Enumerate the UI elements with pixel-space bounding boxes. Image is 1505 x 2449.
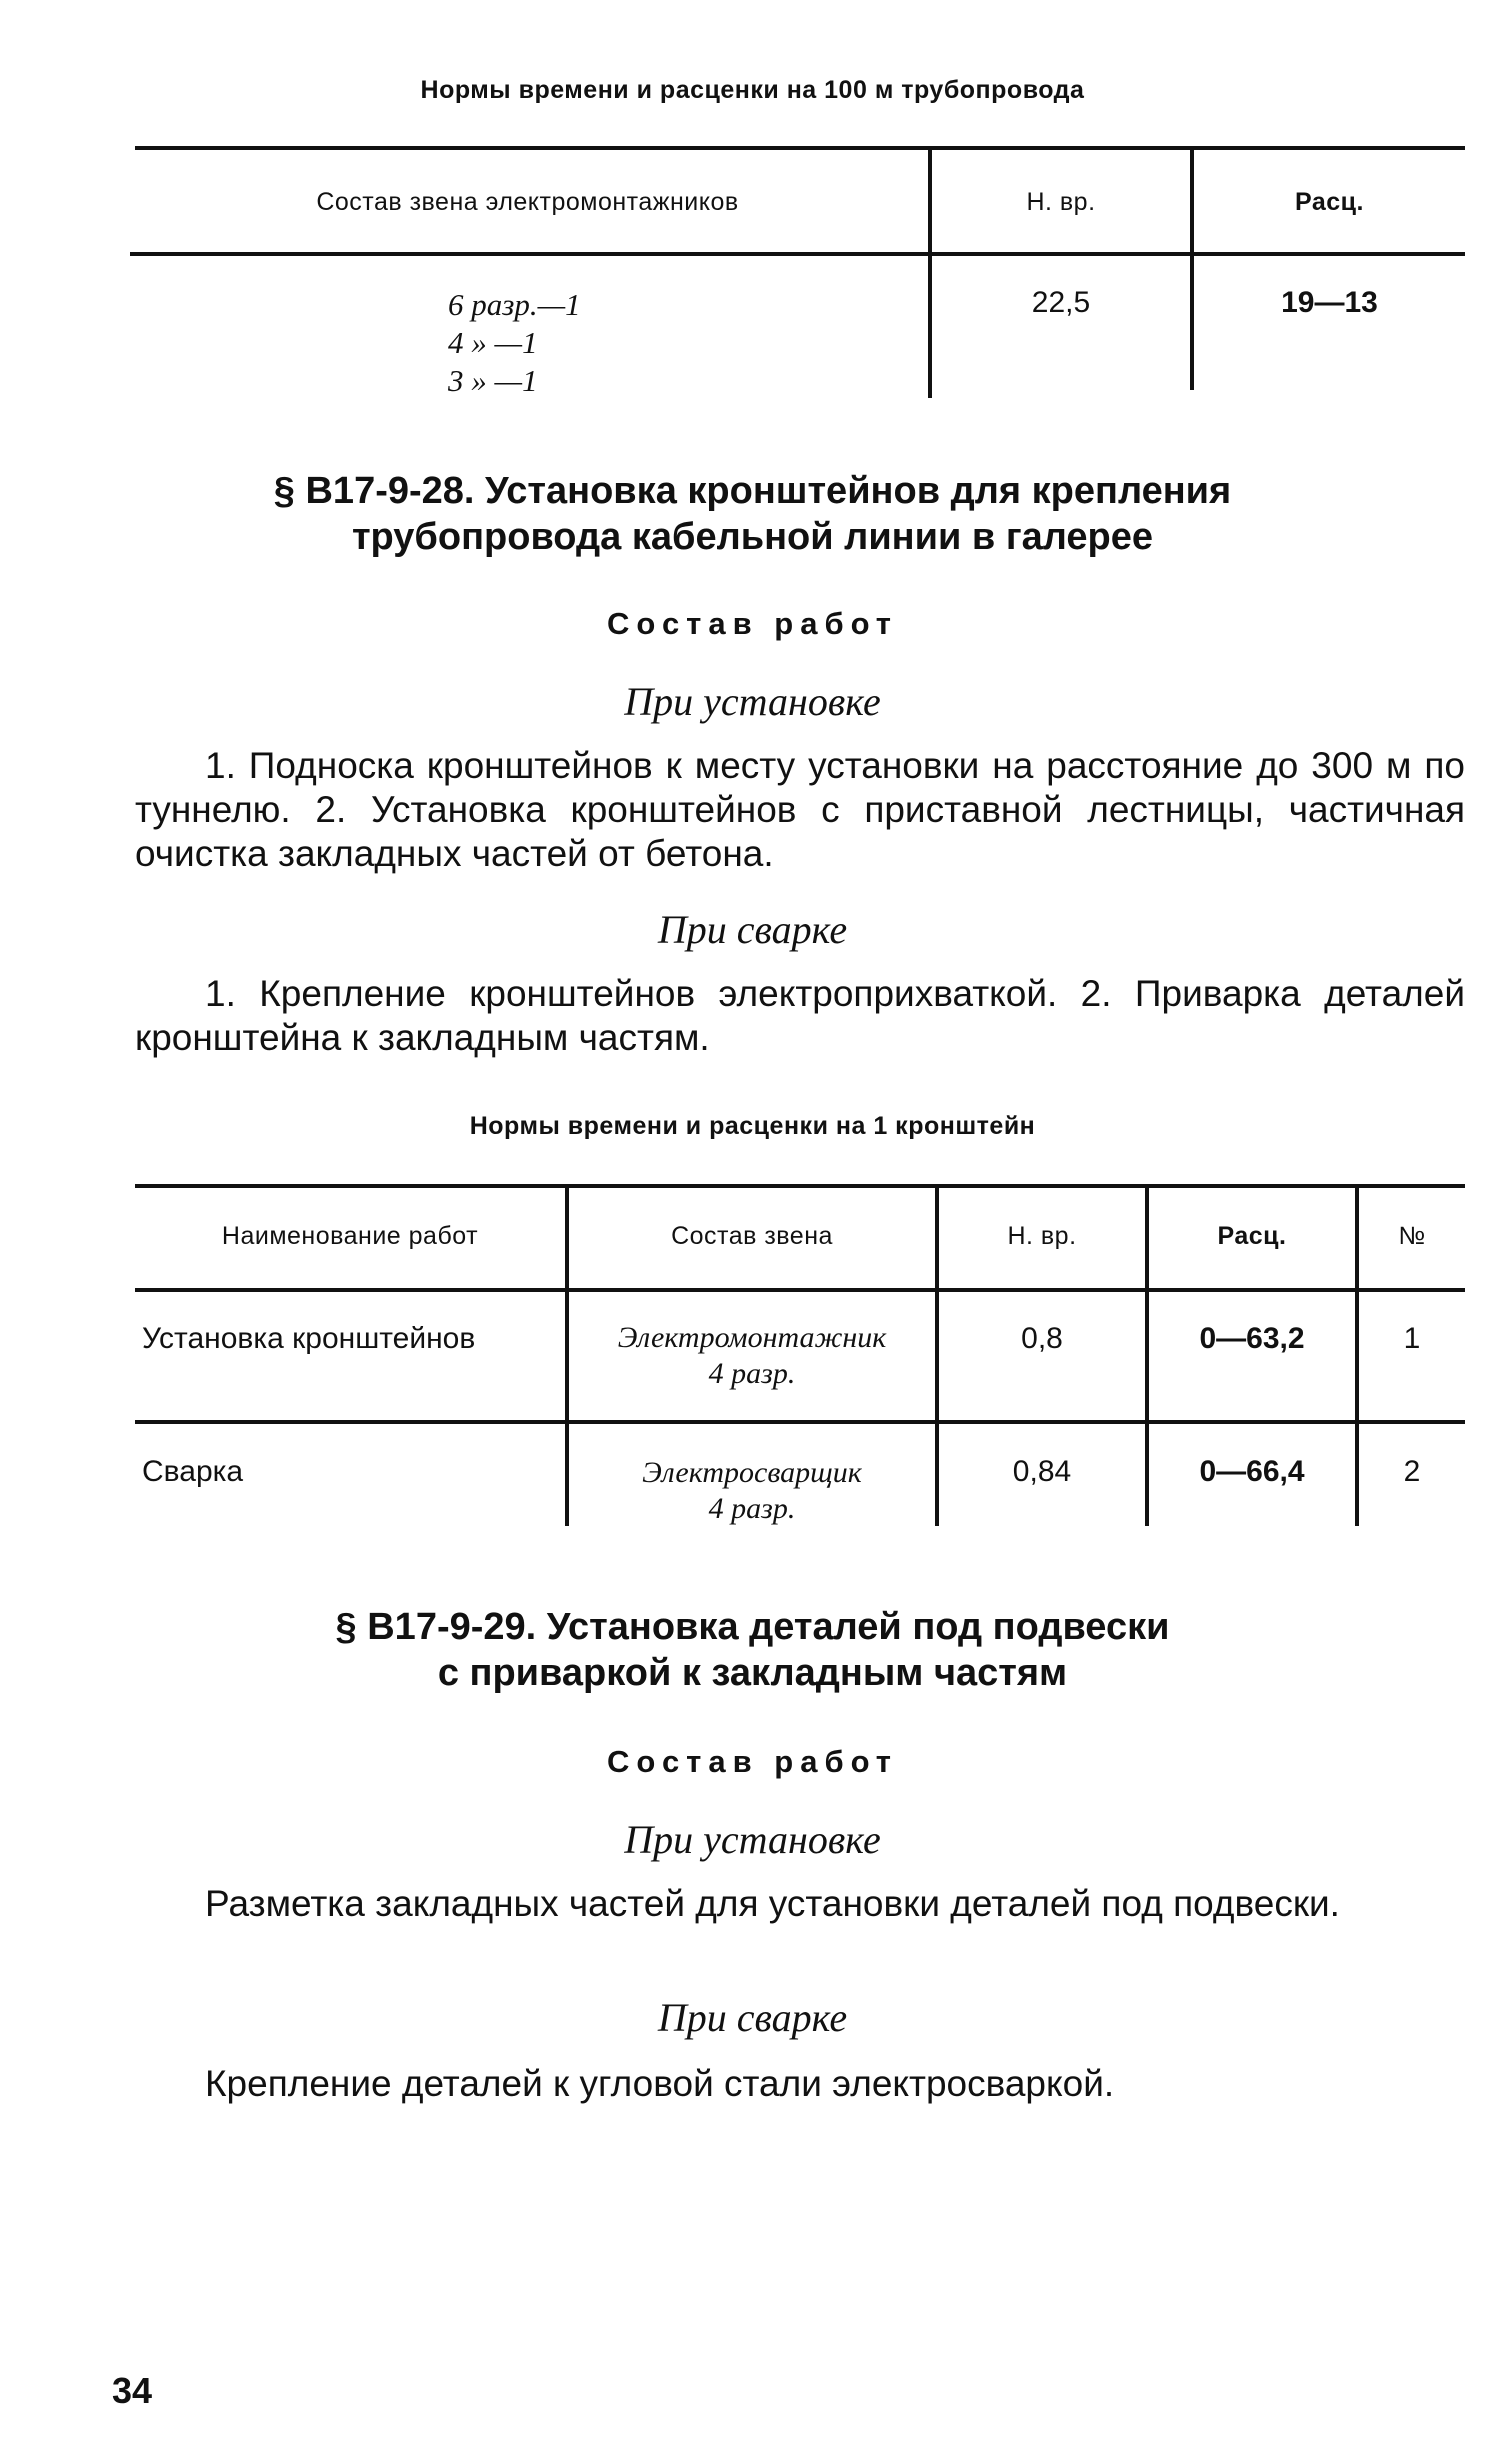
table2-row1-rate: 0—63,2 [1199,1322,1305,1355]
crew-profession: Электросварщик [642,1456,862,1489]
table2-caption: Нормы времени и расценки на 1 кронштейн [469,1112,1036,1140]
section28-install-label: При установке [624,679,881,724]
section29-weld-text: Крепление деталей к угловой стали электросваркой. [205,2063,1115,2104]
table2-row2-work: Сварка [142,1455,244,1488]
section28-title-line1: § В17-9-28. Установка кронштейнов для крепления [273,470,1232,512]
table2-header-rule [135,1288,1465,1292]
table1-top-rule [135,146,1465,150]
table2-row1-work: Установка кронштейнов [142,1322,476,1355]
table1-header-crew: Состав звена электромонтажников [316,188,739,216]
section28-weld-text: 1. Крепление кронштейнов электроприхваткой. 2. Приварка деталей кронштейна к закладным частям. [135,973,1465,1058]
table1-rate-cell: 19—13 [1281,286,1378,319]
section29-install-text: Разметка закладных частей для установки деталей под подвески. [205,1883,1340,1924]
table1-col-divider [928,148,932,398]
crew-line: 4 » —1 [448,325,538,360]
table2-row2-norm: 0,84 [1012,1455,1072,1488]
table1-header-norm: Н. вр. [1026,188,1096,216]
table1-col-divider [1190,148,1194,390]
table2-row2-number: 2 [1403,1455,1421,1488]
table1-header-rule [130,252,1465,256]
table2-header-norm: Н. вр. [1007,1222,1077,1250]
table2-header-crew: Состав звена [671,1222,833,1250]
page-number: 34 [112,2370,153,2411]
table2-row2-rate: 0—66,4 [1199,1455,1305,1488]
table2-row-rule [135,1420,1465,1424]
table2-row1-norm: 0,8 [1021,1322,1063,1355]
table1-caption: Нормы времени и расценки на 100 м трубопровода [420,76,1085,104]
section29-title [0,1604,1505,1696]
crew-grade: 4 разр. [708,1492,796,1525]
section28-weld-label: При сварке [657,907,848,952]
section29-title-line1: § В17-9-29. Установка деталей под подвески [335,1606,1170,1648]
section28-title-line2: трубопровода кабельной линии в галерее [351,516,1154,558]
section29-title-line2: с приваркой к закладным частям [437,1652,1068,1694]
section29-works-label: Состав работ [607,1744,898,1779]
crew-line: 6 разр.—1 [448,287,581,322]
section28-title [0,468,1505,560]
table2-row1-crew [569,1320,935,1392]
table2-header-rate: Расц. [1217,1222,1287,1250]
section29-install-label: При установке [624,1817,881,1862]
table1-crew-cell [448,286,581,400]
table2-row1-number: 1 [1403,1322,1421,1355]
crew-grade: 4 разр. [708,1357,796,1390]
table1-norm-cell: 22,5 [1031,286,1091,319]
section28-works-label: Состав работ [607,606,898,641]
table1-header-rate: Расц. [1295,188,1364,216]
table2-row2-crew [569,1455,935,1527]
section28-install-text: 1. Подноска кронштейнов к месту установки на расстояние до 300 м по туннелю. 2. Установка кронштейнов с приставной лестницы, частичная очистка закладных частей от бетона. [135,745,1465,874]
table2-top-rule [135,1184,1465,1188]
crew-line: 3 » —1 [448,363,538,398]
table2-header-number: № [1398,1222,1426,1250]
table2-header-work: Наименование работ [221,1222,479,1250]
section29-weld-label: При сварке [657,1995,848,2040]
crew-profession: Электромонтажник [617,1321,887,1354]
